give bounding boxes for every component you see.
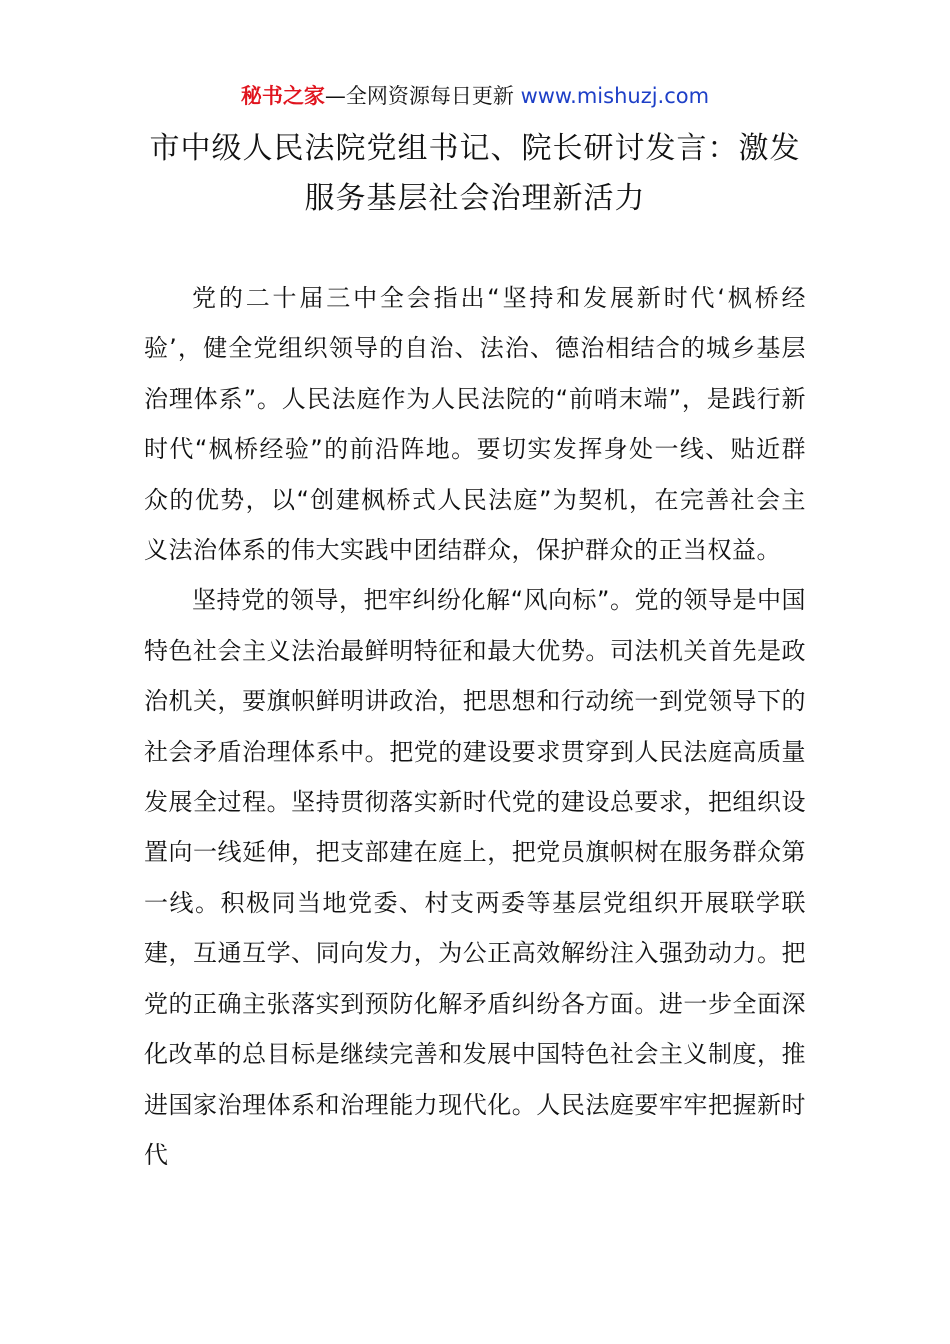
document-title: 市中级人民法院党组书记、院长研讨发言：激发服务基层社会治理新活力 [149,131,801,216]
site-name: 秘书之家 [240,84,325,108]
document-body [144,273,806,1180]
paragraph-intro: 党的二十届三中全会指出“坚持和发展新时代‘枫桥经验’，健全党组织领导的自治、法治、德治相结合的城乡基层治理体系”。人民法庭作为人民法院的“前哨末端”，是践行新时代“枫桥经验”的前沿阵地。要切实发挥身处一线、贴近群众的优势，以“创建枫桥式人民法庭”为契机，在完善社会主义法治体系的伟大实践中团结群众，保护群众的正当权益。 [144,284,806,565]
paragraph-party-leadership: 坚持党的领导，把牢纠纷化解“风向标”。党的领导是中国特色社会主义法治最鲜明特征和最大优势。司法机关首先是政治机关，要旗帜鲜明讲政治，把思想和行动统一到党领导下的社会矛盾治理体系中。把党的建设要求贯穿到人民法庭高质量发展全过程。坚持贯彻落实新时代党的建设总要求，把组织设置向一线延伸，把支部建在庭上，把党员旗帜树在服务群众第一线。积极同当地党委、村支两委等基层党组织开展联学联建，互通互学、同向发力，为公正高效解纷注入强劲动力。把党的正确主张落实到预防化解矛盾纠纷各方面。进一步全面深化改革的总目标是继续完善和发展中国特色社会主义制度，推进国家治理体系和治理能力现代化。人民法庭要牢牢把握新时代 [144,586,806,1169]
site-tagline: —全网资源每日更新 [324,84,514,108]
site-url-link[interactable]: www.mishuzj.com [520,84,710,108]
site-header [0,80,950,112]
